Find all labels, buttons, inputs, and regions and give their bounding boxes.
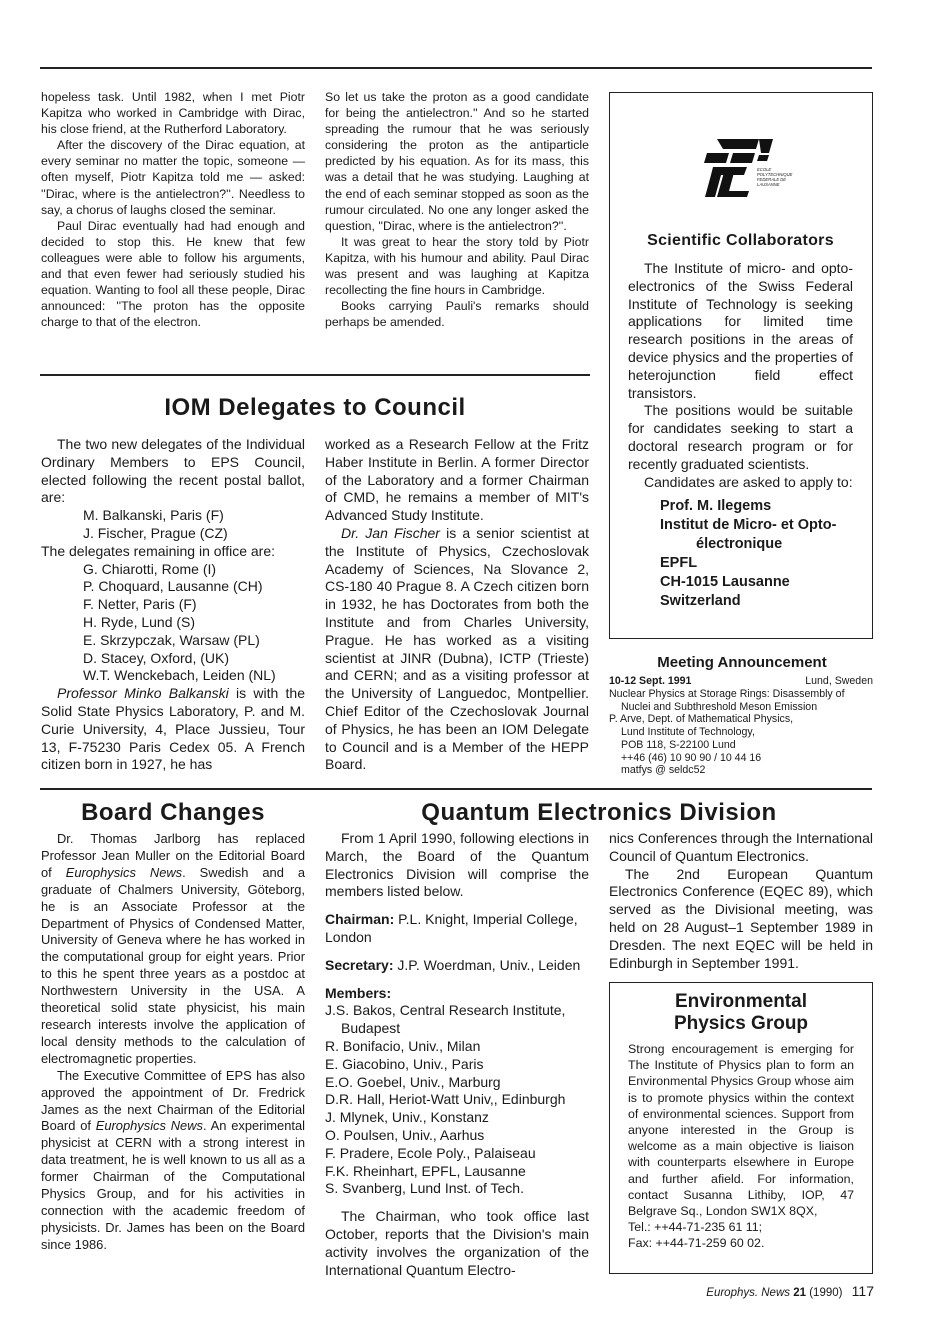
meeting-line: Nuclear Physics at Storage Rings: Disassembly of: [609, 688, 845, 700]
iom-column-2: [325, 436, 589, 774]
member-item: J. Mlynek, Univ., Konstanz: [325, 1109, 489, 1126]
bottom-rule: [40, 788, 872, 790]
paragraph: worked as a Research Fellow at the Fritz Haber Institute in Berlin. A former Director of the Laboratory and a former Chairman of CMD, he remains a member of MIT's Advanced Study Institute.: [325, 436, 589, 524]
column-top-left: [41, 89, 305, 330]
meeting-line: ++46 (46) 10 90 90 / 10 44 16: [621, 751, 762, 764]
env-text: Strong encouragement is emerging for The Institute of Physics plan to form an Environmental Physics Group whose aim is to promote physics within the context of environmental sciences. Support from anyone interested in the Group is welcome as a main objective is liaison with counterparts elsewhere in Europe and further afield. For information, contact Susanna Lithiby, IOP, 47 Belgrave Sq., London SW1X 8QX,: [628, 1042, 854, 1219]
meeting-line: POB 118, S-22100 Lund: [621, 738, 736, 751]
paragraph: It was great to hear the story told by Piotr Kapitza, with his humour and ability. Paul Dirac was present and was laughing at Kapitza recollecting the fine hours in Cambridge.: [325, 234, 589, 298]
address-line: CH-1015 Lausanne: [660, 574, 790, 591]
address-line: électronique: [696, 536, 783, 553]
iom-rule: [40, 374, 590, 376]
delegate-item: E. Skrzypczak, Warsaw (PL): [83, 631, 260, 648]
top-rule: [40, 67, 872, 69]
member-item: O. Poulsen, Univ., Aarhus: [325, 1126, 485, 1143]
footer-year: (1990): [809, 1287, 843, 1299]
address-line: EPFL: [660, 555, 698, 572]
column-top-middle: [325, 89, 589, 330]
env-title-line2: Physics Group: [673, 1013, 809, 1034]
delegate-item: P. Choquard, Lausanne (CH): [83, 578, 263, 595]
paragraph: Professor Minko Balkanski is with the Solid State Physics Laboratory, P. and M. Curie University, 4, Place Jussieu, Tour 13, F-75230 Paris Cedex 05. A French citizen born in 1927, he has: [41, 685, 306, 773]
env-tel: Tel.: ++44-71-235 61 11;: [628, 1220, 763, 1235]
delegate-item: W.T. Wenckebach, Leiden (NL): [83, 667, 276, 684]
meeting-line: Lund Institute of Technology,: [621, 726, 755, 739]
address-line: Prof. M. Ilegems: [660, 498, 772, 515]
delegate-item: D. Stacey, Oxford, (UK): [83, 649, 229, 666]
paragraph: Dr. Jan Fischer is a senior scientist at the Institute of Physics, Czechoslovak Academy of Sciences, Na Slovance 2, CS-180 40 Prague 8. A Czech citizen born in 1932, he has Doctorates from both the Institute and from Charles University, Prague. He has worked as a visiting scientist at JINR (Dubna), ICTP (Trieste) and CERN; and as a visiting professor at the University of Languedoc, Montpellier. Chief Editor of the Czechoslovak Journal of Physics, he has been an IOM Delegate to Council and is a Member of the HEPP Board.: [325, 524, 590, 773]
epfl-p2: The positions would be suitable for candidates seeking to start a doctoral research program or for recently graduated scientists.: [628, 402, 853, 472]
meeting-place: Lund, Sweden: [805, 675, 873, 687]
epfl-p1: The Institute of micro- and opto-electronics of the Swiss Federal Institute of Technology is seeking applications for limited time research positions in the areas of device physics and the properties of heterojunction field effect transistors.: [628, 260, 853, 401]
paragraph: hopeless task. Until 1982, when I met Piotr Kapitza who worked in Cambridge with Dirac, his close friend, at the Rutherford Laboratory.: [41, 90, 305, 137]
member-item: E. Giacobino, Univ., Paris: [325, 1055, 484, 1072]
member-item: E.O. Goebel, Univ., Marburg: [325, 1073, 501, 1090]
paragraph: Dr. Thomas Jarlborg has replaced Professor Jean Muller on the Editorial Board of Europhysics News. Swedish and a graduate of Chalmers University, Göteborg, he is an Associate Professor at the Department of Physics of Condensed Matter, University of Geneva where he has worked in the computational group for eight years. Prior to this he spent three years as a postdoc at Northwestern University in the USA. A theoretical solid state physicist, his main research interests involve the application of local density methods to the calculation of electromagnetic properties.: [41, 831, 305, 1066]
env-title-line1: Environmental: [675, 991, 807, 1012]
meeting-line: P. Arve, Dept. of Mathematical Physics,: [609, 713, 794, 726]
env-fax: Fax: ++44-71-259 60 02.: [628, 1236, 765, 1251]
paragraph: The delegates remaining in office are:: [41, 542, 275, 559]
qed-title: Quantum Electronics Division: [421, 799, 777, 826]
members-list: [325, 1002, 589, 1198]
address-line: Institut de Micro- et Opto-: [660, 517, 837, 534]
delegate-item: J. Fischer, Prague (CZ): [83, 524, 228, 541]
qed-column-2: [609, 830, 873, 972]
member-item: D.R. Hall, Heriot-Watt Univ,, Edinburgh: [325, 1091, 566, 1108]
member-item: J.S. Bakos, Central Research Institute, Budapest: [325, 1002, 566, 1037]
page-footer: [706, 1283, 874, 1299]
name-emphasis: Dr. Jan Fischer: [341, 524, 440, 541]
meeting-title: Meeting Announcement: [657, 654, 827, 671]
member-item: F. Pradere, Ecole Poly., Palaiseau: [325, 1144, 536, 1161]
address-line: Switzerland: [660, 593, 741, 610]
meeting-line: Nuclei and Subthreshold Meson Emission: [621, 700, 818, 713]
paragraph: The 2nd European Quantum Electronics Conference (EQEC 89), which served as the Divisional meeting, was held on 28 August–1 September 1989 in Dresden. The next EQEC will be held in Edinburgh in September 1991.: [609, 865, 873, 971]
paragraph: Books carrying Pauli's remarks should perhaps be amended.: [325, 299, 589, 330]
footer-volume: 21: [793, 1287, 807, 1299]
member-item: R. Bonifacio, Univ., Milan: [325, 1037, 481, 1054]
delegate-item: F. Netter, Paris (F): [83, 596, 197, 613]
paragraph: The Chairman, who took office last October, reports that the Division's main activity involves the organization of the International Quantum Electro-: [325, 1208, 589, 1278]
delegate-item: M. Balkanski, Paris (F): [83, 507, 224, 524]
page-number: 117: [851, 1283, 874, 1299]
paragraph: From 1 April 1990, following elections in March, the Board of the Quantum Electronics Division will comprise the members listed below.: [325, 830, 589, 900]
paragraph: nics Conferences through the International Council of Quantum Electronics.: [609, 830, 873, 864]
secretary: Secretary: J.P. Woerdman, Univ., Leiden: [325, 956, 581, 973]
delegate-item: H. Ryde, Lund (S): [83, 613, 196, 630]
env-physics-box: [609, 982, 873, 1274]
paragraph: The Executive Committee of EPS has also approved the appointment of Dr. Fredrick James as the next Chairman of the Editorial Board of Europhysics News. An experimental physicist at CERN with a strong interest in data treatment, he is well known to us all as a former Chairman of the Computational Physics Group, and for his activities in connection with the academic freedom of physicists. Dr. James has been on the Board since 1986.: [41, 1067, 306, 1252]
epfl-p3: Candidates are asked to apply to:: [644, 473, 853, 490]
footer-journal: Europhys. News: [706, 1287, 791, 1299]
member-item: S. Svanberg, Lund Inst. of Tech.: [325, 1180, 524, 1197]
qed-column-1: [325, 830, 589, 1279]
member-item: F.K. Rheinhart, EPFL, Lausanne: [325, 1162, 526, 1179]
paragraph: Paul Dirac eventually had had enough and decided to stop this. He knew that few colleagues were able to follow his arguments, and that even fewer had seriously studied his equation. Wanting to fool all these people, Dirac announced: ''The proton has the opposite charge to that of the electron.: [41, 218, 305, 330]
delegate-item: G. Chiarotti, Rome (I): [83, 560, 217, 577]
paragraph: After the discovery of the Dirac equation, at every seminar no matter the topic, someone — often myself, Piotr Kapitza told me — asked: ''Dirac, where is the antielectron?''. Needless to say, a chorus of laughs closed the seminar.: [41, 138, 305, 217]
meeting-date: 10-12 Sept. 1991: [609, 675, 692, 687]
iom-title: IOM Delegates to Council: [164, 394, 466, 421]
epfl-address: [628, 497, 853, 611]
chairman: Chairman: P.L. Knight, Imperial College, London: [325, 911, 578, 945]
board-column: [41, 831, 305, 1254]
members-label: Members:: [325, 984, 392, 1001]
meeting-line: matfys @ seldc52: [621, 764, 706, 777]
iom-column-1: [41, 436, 305, 774]
epfl-box-title: Scientific Collaborators: [647, 232, 834, 249]
name-emphasis: Professor Minko Balkanski: [57, 685, 229, 702]
board-title: Board Changes: [81, 799, 265, 826]
meeting-announcement: [609, 654, 875, 777]
epfl-logo: [701, 131, 801, 201]
paragraph: So let us take the proton as a good candidate for being the antielectron.'' And so he started spreading the rumour that he was seriously considering the proton as the antiparticle predicted by his equation. As for its mass, this was a detail that he was studying. Laughing at the end of each seminar stopped as soon as the rumour circulated. No one any longer asked the question, ''Dirac, where is the antielectron?''.: [325, 90, 589, 233]
paragraph: The two new delegates of the Individual Ordinary Members to EPS Council, elected following the recent postal ballot, are:: [41, 436, 305, 506]
epfl-ad-box: [609, 92, 873, 639]
epfl-logo-text: ECOLE POLYTECHNIQUE FEDERALE DE LAUSANNE: [757, 167, 793, 187]
